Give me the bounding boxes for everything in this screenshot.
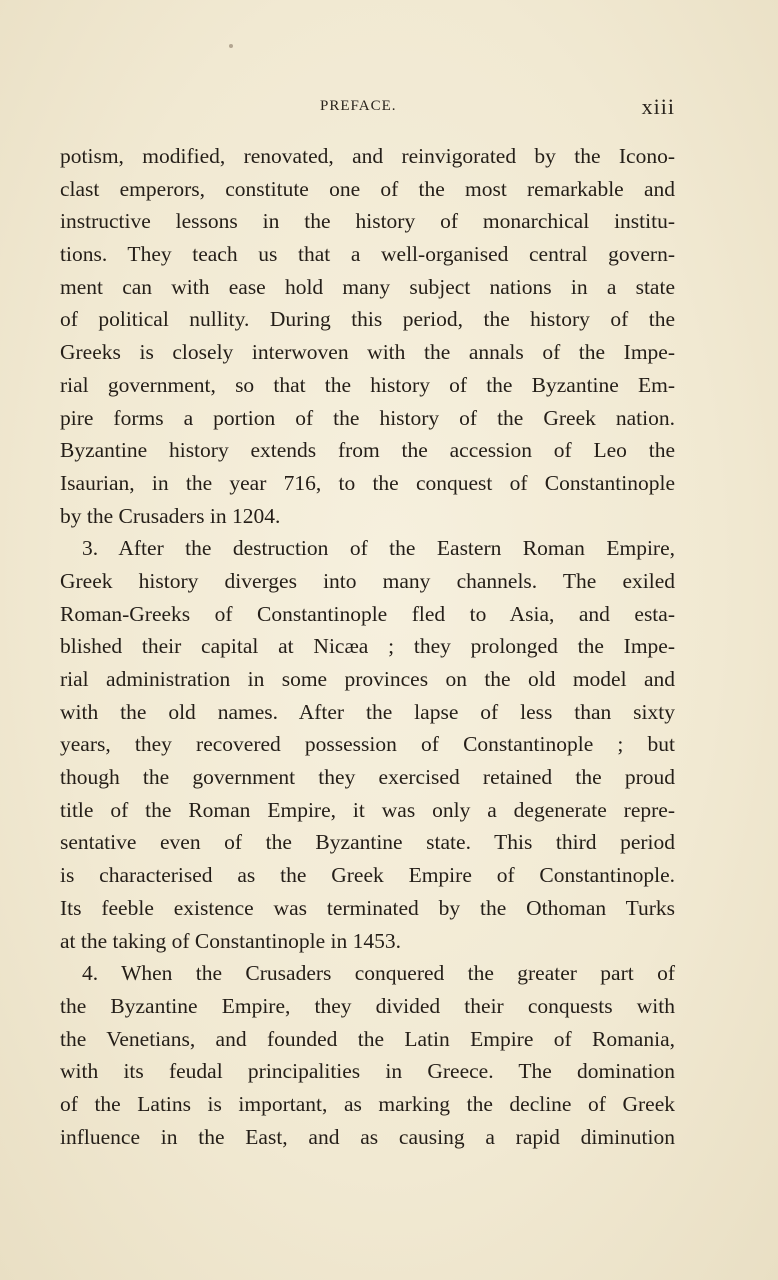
text-line: Its feeble existence was terminated by the Othoman Turks bbox=[60, 895, 675, 920]
text-line: with its feudal principalities in Greece. The domination bbox=[60, 1059, 675, 1084]
text-line: sentative even of the Byzantine state. This third period bbox=[60, 830, 675, 855]
text-line: blished their capital at Nicæa ; they prolonged the Impe- bbox=[60, 634, 675, 659]
text-line: at the taking of Constantinople in 1453. bbox=[60, 928, 401, 953]
paper-speck bbox=[229, 44, 233, 48]
text-line: years, they recovered possession of Constantinople ; but bbox=[60, 732, 675, 757]
text-line: by the Crusaders in 1204. bbox=[60, 503, 281, 528]
text-line: potism, modified, renovated, and reinvigorated by the Icono- bbox=[60, 144, 675, 168]
text-line: of political nullity. During this period, the history of the bbox=[60, 307, 675, 332]
text-line: rial administration in some provinces on the old model and bbox=[60, 667, 675, 691]
running-head bbox=[60, 94, 675, 122]
paragraph-4-start: 4. When the Crusaders conquered the greater part of bbox=[82, 961, 675, 986]
text-line: influence in the East, and as causing a rapid diminution bbox=[60, 1124, 675, 1149]
text-line: the Venetians, and founded the Latin Empire of Romania, bbox=[60, 1026, 675, 1051]
text-line: Greeks is closely interwoven with the annals of the Impe- bbox=[60, 340, 675, 365]
paragraph-3-start: 3. After the destruction of the Eastern Roman Empire, bbox=[82, 536, 675, 561]
text-line: the Byzantine Empire, they divided their conquests with bbox=[60, 993, 675, 1018]
text-line: Roman-Greeks of Constantinople fled to Asia, and esta- bbox=[60, 601, 675, 626]
text-line: ment can with ease hold many subject nations in a state bbox=[60, 274, 675, 299]
text-line: instructive lessons in the history of monarchical institu- bbox=[60, 209, 675, 234]
text-line: rial government, so that the history of the Byzantine Em- bbox=[60, 372, 675, 397]
text-line: clast emperors, constitute one of the most remarkable and bbox=[60, 176, 675, 201]
page-number: xiii bbox=[641, 94, 675, 119]
text-line: Isaurian, in the year 716, to the conquest of Constantinople bbox=[60, 470, 675, 495]
running-title: PREFACE. bbox=[320, 98, 397, 114]
text-line: tions. They teach us that a well-organised central govern- bbox=[60, 242, 675, 267]
text-line: is characterised as the Greek Empire of Constantinople. bbox=[60, 863, 675, 888]
text-line: Greek history diverges into many channels. The exiled bbox=[60, 568, 675, 593]
text-line: of the Latins is important, as marking the decline of Greek bbox=[60, 1091, 675, 1116]
text-line: pire forms a portion of the history of the Greek nation. bbox=[60, 405, 675, 430]
text-line: though the government they exercised retained the proud bbox=[60, 765, 675, 790]
text-line: title of the Roman Empire, it was only a degenerate repre- bbox=[60, 797, 675, 822]
text-line: with the old names. After the lapse of less than sixty bbox=[60, 699, 675, 724]
body-text bbox=[60, 140, 675, 1153]
text-line: Byzantine history extends from the accession of Leo the bbox=[60, 438, 675, 463]
